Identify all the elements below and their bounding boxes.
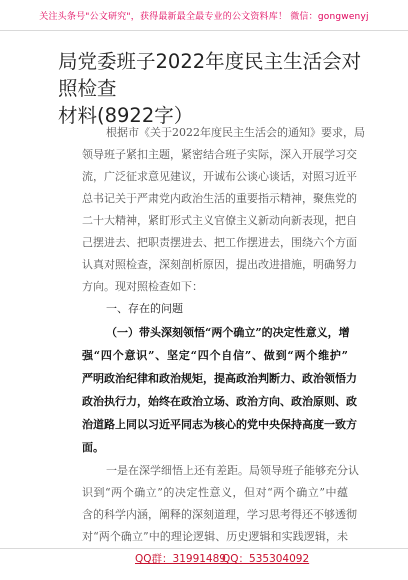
subsection-heading-line: 严明政治纪律和政治规矩，提高政治判断力、政治领悟力 — [82, 372, 357, 385]
body-line: 己摆进去、把职责摆进去、把工作摆进去，围绕六个方面 — [82, 236, 357, 249]
header-banner — [0, 0, 408, 31]
body-line: 含的科学内涵，阐释的深刻道理，学习思考得还不够透彻 — [82, 508, 357, 521]
body-line: 二十大精神，紧盯形式主义官僚主义新动向新表现，把自 — [82, 214, 357, 227]
document-title — [58, 48, 363, 129]
body-line: 根据市《关于2022年度民主生活会的通知》要求，局 — [106, 126, 365, 139]
body-line: 流，广泛征求意见建议，开诚布公谈心谈话，对照习近平 — [82, 170, 357, 183]
subsection-heading-line: 治道路上同以习近平同志为核心的党中央保持高度一致方 — [82, 418, 357, 431]
body-line: 认真对照检查，深刻剖析原因，提出改进措施，明确努力 — [82, 258, 357, 271]
body-line: 方向。现对照检查如下： — [82, 280, 203, 293]
body-line: 识到“两个确立”的决定性意义，但对“两个确立”中蕴 — [82, 486, 348, 499]
subsection-heading-line: （一）带头深刻领悟“两个确立”的决定性意义，增 — [106, 326, 350, 339]
title-line-2: 材料(8922字） — [58, 104, 194, 127]
title-line-1: 局党委班子2022年度民主生活会对照检查 — [58, 50, 362, 100]
body-line: 对“两个确立”中的理论逻辑、历史逻辑和实践逻辑，未 — [82, 527, 348, 546]
subsection-heading-line: 政治执行力，始终在政治立场、政治方向、政治原则、政 — [82, 395, 357, 408]
body-line: 领导班子紧扣主题，紧密结合班子实际，深入开展学习交 — [82, 148, 357, 161]
banner-text: 关注头条号"公文研究"，获得最新最全最专业的公文资料库！ 微信：gongwenyj — [39, 11, 369, 22]
body-line: 一是在深学细悟上还有差距。局领导班子能够充分认 — [106, 464, 359, 477]
body-line: 总书记关于严肃党内政治生活的重要指示精神，聚焦党的 — [82, 192, 357, 205]
subsection-heading-line: 面。 — [82, 441, 104, 454]
footer-qq-group[interactable]: QQ群：31991489 — [135, 553, 226, 565]
footer-qq-contact[interactable]: QQ：535304092 — [222, 553, 310, 565]
footer-bar — [0, 548, 408, 550]
section-heading: 一、存在的问题 — [106, 302, 183, 315]
subsection-heading-line: 强“四个意识”、坚定“四个自信”、做到“两个维护” — [82, 349, 348, 362]
